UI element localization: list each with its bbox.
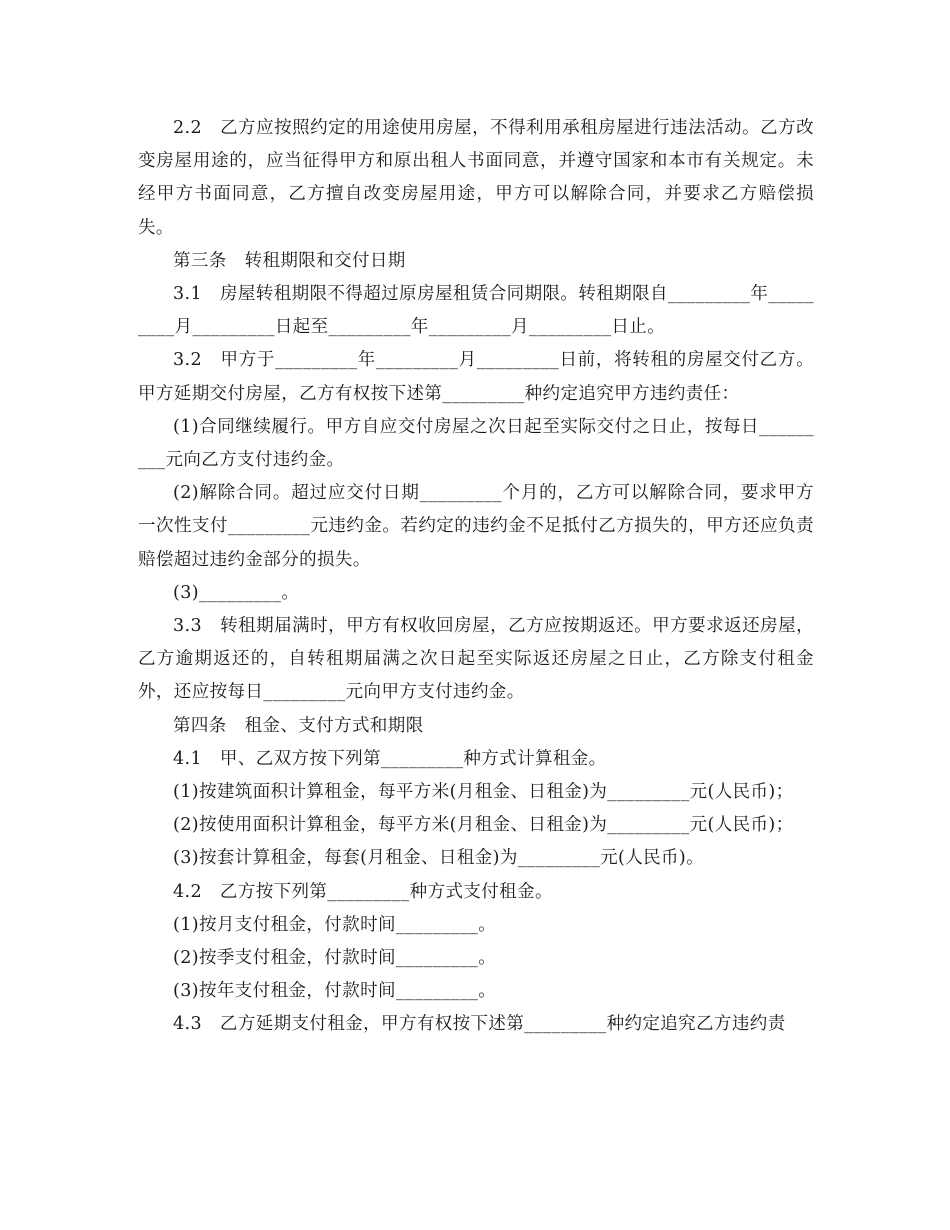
clause-2-2: 2.2 乙方应按照约定的用途使用房屋，不得利用承租房屋进行违法活动。乙方改变房屋用途的，应当征得甲方和原出租人书面同意，并遵守国家和本市有关规定。未经甲方书面同意，乙方擅自改变房屋用途，甲方可以解除合同，并要求乙方赔偿损失。 (138, 118, 814, 238)
article-3-heading: 第三条 转租期限和交付日期 (173, 250, 406, 271)
clause-3-2: 3.2 甲方于_________年_________月_________日前，将转租的房屋交付乙方。甲方延期交付房屋，乙方有权按下述第_________种约定追究甲方违约责任： (138, 350, 814, 404)
clause-3-3: 3.3 转租期届满时，甲方有权收回房屋，乙方应按期返还。甲方要求返还房屋，乙方逾期返还的，自转租期届满之次日起至实际返还房屋之日止，乙方除支付租金外，还应按每日_________元向甲方支付违约金。 (138, 616, 814, 703)
clause-4-3: 4.3 乙方延期支付租金，甲方有权按下述第_________种约定追究乙方违约责 (173, 1014, 786, 1035)
clause-3-2-option-1: (1)合同继续履行。甲方自应交付房屋之次日起至实际交付之日止，按每日_________元向乙方支付违约金。 (138, 416, 814, 471)
clause-4-1-option-3: (3)按套计算租金，每套(月租金、日租金)为_________元(人民币)。 (173, 848, 705, 869)
clause-4-2-option-2: (2)按季支付租金，付款时间_________。 (173, 948, 497, 969)
document-body (138, 112, 814, 1042)
clause-4-1: 4.1 甲、乙双方按下列第_________种方式计算租金。 (173, 748, 607, 769)
clause-4-1-option-2: (2)按使用面积计算租金，每平方米(月租金、日租金)为_________元(人民币)； (173, 815, 794, 836)
clause-3-2-option-3: (3)_________。 (173, 582, 300, 603)
clause-3-2-option-2: (2)解除合同。超过应交付日期_________个月的，乙方可以解除合同，要求甲方一次性支付_________元违约金。若约定的违约金不足抵付乙方损失的，甲方还应负责赔偿超过违约金部分的损失。 (138, 483, 814, 570)
clause-3-1: 3.1 房屋转租期限不得超过原房屋租赁合同期限。转租期限自_________年_________月_________日起至_________年_________月_________日止。 (138, 284, 814, 338)
clause-4-1-option-1: (1)按建筑面积计算租金，每平方米(月租金、日租金)为_________元(人民币)； (173, 782, 794, 803)
article-4-heading: 第四条 租金、支付方式和期限 (173, 715, 424, 736)
clause-4-2: 4.2 乙方按下列第_________种方式支付租金。 (173, 881, 553, 902)
clause-4-2-option-1: (1)按月支付租金，付款时间_________。 (173, 914, 497, 935)
clause-4-2-option-3: (3)按年支付租金，付款时间_________。 (173, 981, 497, 1002)
